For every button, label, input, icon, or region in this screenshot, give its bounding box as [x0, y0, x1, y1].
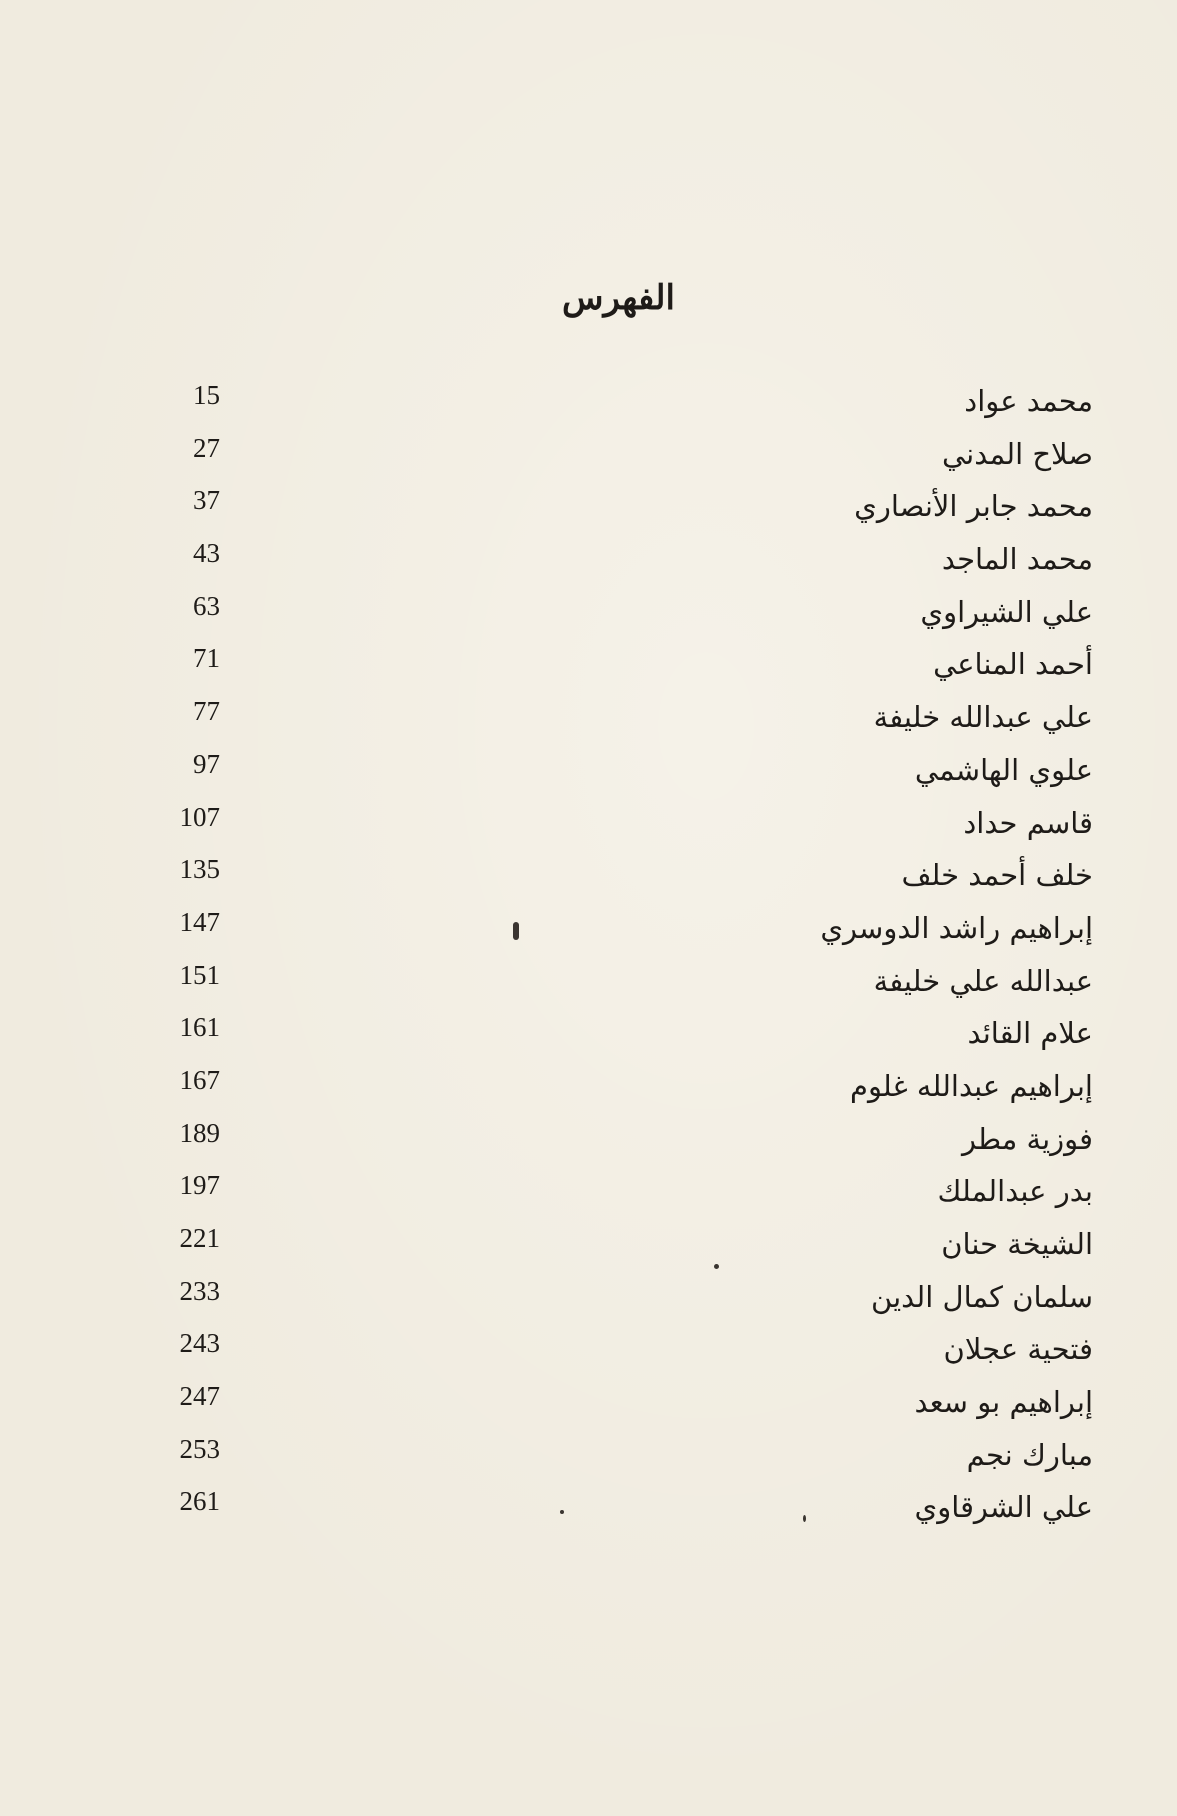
toc-entry [0, 538, 1177, 591]
paper-speck [560, 1510, 564, 1514]
toc-entry [0, 1328, 1177, 1381]
toc-entry [0, 960, 1177, 1013]
toc-entry-name: علوي الهاشمي [914, 752, 1093, 787]
toc-entry-name: صلاح المدني [942, 436, 1093, 471]
toc-entry [0, 802, 1177, 855]
toc-entry [0, 591, 1177, 644]
toc-entry [0, 1170, 1177, 1223]
toc-entry-name: علي الشيراوي [920, 594, 1093, 629]
toc-entry-page-number: 167 [179, 1064, 220, 1095]
toc-entry-page-number: 233 [179, 1275, 220, 1306]
toc-entry-page-number: 63 [193, 590, 220, 621]
toc-entry [0, 380, 1177, 433]
toc-entry [0, 1486, 1177, 1539]
toc-entry-name: علي عبدالله خليفة [873, 700, 1093, 735]
toc-entry-page-number: 197 [179, 1170, 220, 1201]
toc-entry-page-number: 247 [179, 1381, 220, 1412]
toc-entry-name: محمد جابر الأنصاري [854, 489, 1093, 524]
toc-entry [0, 1381, 1177, 1434]
toc-entry-page-number: 261 [179, 1486, 220, 1517]
toc-entry-name: أحمد المناعي [933, 647, 1093, 682]
toc-entry [0, 643, 1177, 696]
toc-entry-name: مبارك نجم [966, 1437, 1093, 1472]
toc-entry-page-number: 243 [179, 1328, 220, 1359]
toc-entry-page-number: 107 [179, 801, 220, 832]
toc-entry-page-number: 147 [179, 906, 220, 937]
toc-entry-page-number: 97 [193, 748, 220, 779]
toc-entry-page-number: 221 [179, 1223, 220, 1253]
toc-entry-page-number: 253 [179, 1433, 220, 1464]
toc-entry [0, 1065, 1177, 1118]
toc-entry-name: محمد عواد [964, 384, 1093, 418]
toc-entry-name: سلمان كمال الدين [871, 1279, 1093, 1314]
toc-entry-name: علام القائد [967, 1016, 1093, 1051]
toc-entry-name: فوزية مطر [961, 1121, 1093, 1156]
toc-entry-page-number: 77 [193, 696, 220, 727]
toc-entry-name: علي الشرقاوي [914, 1490, 1093, 1525]
toc-entry [0, 907, 1177, 960]
toc-entry-page-number: 189 [179, 1117, 220, 1148]
paper-speck [803, 1515, 806, 1522]
toc-entry [0, 1223, 1177, 1276]
toc-entry-name: خلف أحمد خلف [901, 858, 1093, 893]
toc-entry-name: الشيخة حنان [941, 1227, 1093, 1261]
toc-entry-name: إبراهيم راشد الدوسري [820, 910, 1093, 945]
toc-entry-name: إبراهيم عبدالله غلوم [850, 1068, 1093, 1103]
toc-entry-name: عبدالله علي خليفة [873, 963, 1093, 998]
toc-entry [0, 1276, 1177, 1329]
toc-entry-page-number: 161 [179, 1012, 220, 1043]
paper-speck [714, 1264, 719, 1269]
toc-entry-page-number: 43 [193, 538, 220, 569]
toc-entry [0, 485, 1177, 538]
toc-entry [0, 696, 1177, 749]
toc-entry [0, 433, 1177, 486]
toc-entry-page-number: 15 [193, 380, 220, 410]
toc-entry-name: فتحية عجلان [943, 1332, 1093, 1367]
toc-entry-name: بدر عبدالملك [937, 1174, 1093, 1209]
toc-entry-page-number: 135 [179, 854, 220, 885]
toc-entry [0, 1012, 1177, 1065]
toc-entry-name: إبراهيم بو سعد [914, 1385, 1093, 1420]
toc-entry [0, 1118, 1177, 1171]
toc-entry-page-number: 71 [193, 643, 220, 674]
toc-entry [0, 1434, 1177, 1487]
toc-entry-name: قاسم حداد [963, 805, 1093, 840]
page-title: الفهرس [562, 278, 675, 318]
toc-entry-page-number: 151 [179, 959, 220, 990]
paper-speck [513, 922, 519, 940]
toc-entry [0, 854, 1177, 907]
toc-entry-page-number: 37 [193, 485, 220, 516]
toc-entry-page-number: 27 [193, 432, 220, 463]
toc-entry [0, 749, 1177, 802]
table-of-contents [0, 380, 1177, 1539]
toc-entry-name: محمد الماجد [941, 542, 1093, 577]
